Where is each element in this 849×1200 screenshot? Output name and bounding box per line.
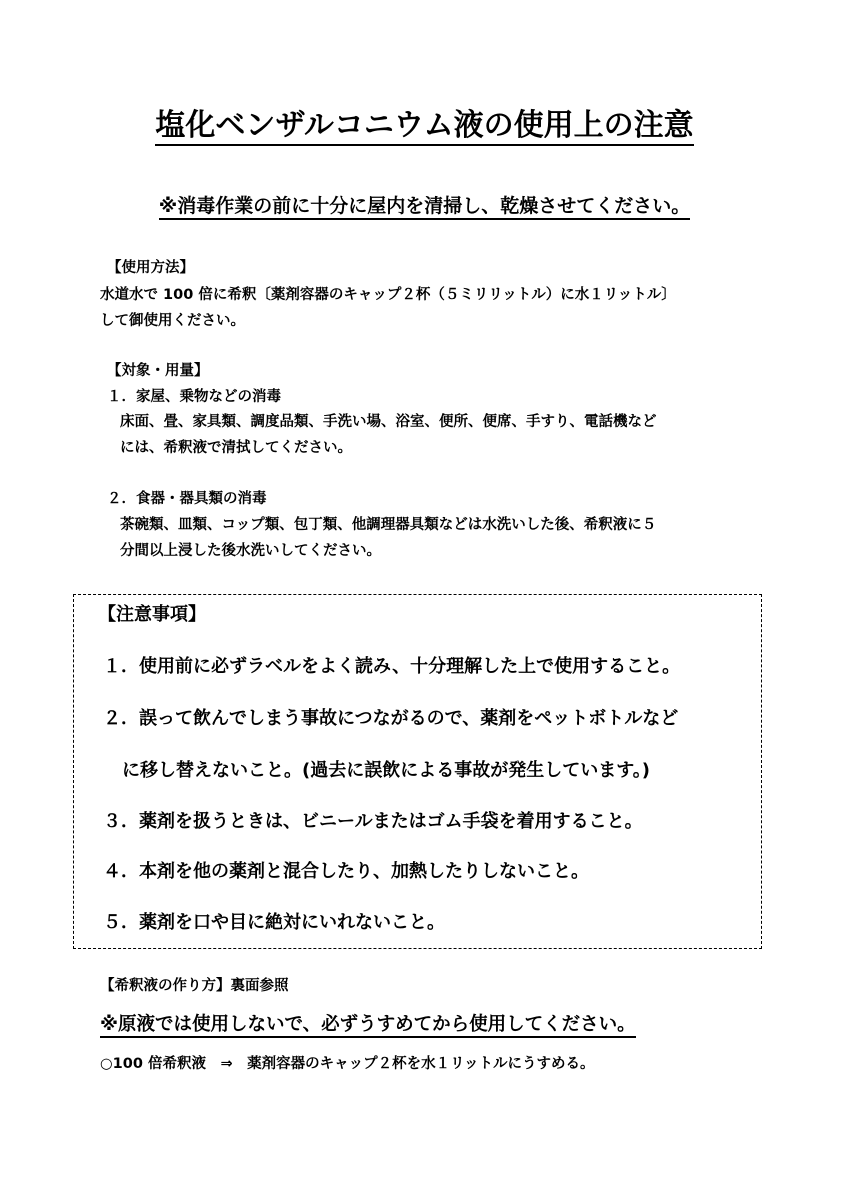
caution-heading: 【注意事項】 <box>98 604 206 625</box>
dilution-heading: 【希釈液の作り方】裏面参照 <box>100 978 289 994</box>
target-item-1-line-2: には、希釈液で清拭してください。 <box>120 440 352 456</box>
page-title: 塩化ベンザルコニウム液の使用上の注意 <box>0 106 849 146</box>
undiluted-warning: ※原液では使用しないで、必ずうすめてから使用してください。 <box>100 1011 636 1039</box>
caution-item-2-line-1: ２．誤って飲んでしまう事故につながるので、薬剤をペットボトルなど <box>103 708 679 729</box>
target-item-1-line-1: 床面、畳、家具類、調度品類、手洗い場、浴室、便所、便席、手すり、電話機など <box>120 414 657 430</box>
target-item-1-title: １．家屋、乗物などの消毒 <box>107 389 281 405</box>
caution-item-4: ４．本剤を他の薬剤と混合したり、加熱したりしないこと。 <box>103 861 589 882</box>
cleaning-notice: ※消毒作業の前に十分に屋内を清掃し、乾燥させてください。 <box>0 192 849 220</box>
caution-item-2-line-2: に移し替えないこと。(過去に誤飲による事故が発生しています。) <box>122 760 651 781</box>
usage-heading: 【使用方法】 <box>107 260 194 276</box>
target-item-2-title: ２．食器・器具類の消毒 <box>107 491 267 507</box>
target-item-2-line-2: 分間以上浸した後水洗いしてください。 <box>120 543 381 559</box>
usage-line-1: 水道水で 100 倍に希釈〔薬剤容器のキャップ２杯（５ミリリットル）に水１リットル〕 <box>100 287 676 303</box>
caution-item-5: ５．薬剤を口や目に絶対にいれないこと。 <box>103 912 445 933</box>
caution-item-1: １．使用前に必ずラベルをよく読み、十分理解した上で使用すること。 <box>103 656 681 677</box>
dilution-method: ○100 倍希釈液 ⇒ 薬剤容器のキャップ２杯を水１リットルにうすめる。 <box>100 1056 595 1072</box>
target-heading: 【対象・用量】 <box>107 363 209 379</box>
target-item-2-line-1: 茶碗類、皿類、コップ類、包丁類、他調理器具類などは水洗いした後、希釈液に５ <box>120 517 657 533</box>
usage-line-2: して御使用ください。 <box>100 313 245 329</box>
caution-item-3: ３．薬剤を扱うときは、ビニールまたはゴム手袋を着用すること。 <box>103 811 643 832</box>
